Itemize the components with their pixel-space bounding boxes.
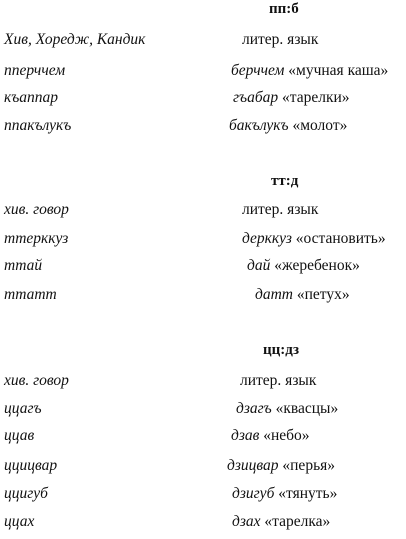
table-row [0, 400, 406, 420]
literary-form [232, 513, 330, 531]
table-row [0, 485, 406, 505]
dialect-form: хив. говор [4, 201, 69, 218]
literary-word: дзицвар [227, 457, 279, 474]
gloss: «мучная каша» [288, 62, 389, 79]
dialect-form: ттерккуз [4, 230, 69, 247]
dialect-form: ццав [4, 427, 35, 444]
section-heading: тт:д [271, 173, 299, 189]
gloss: «тянуть» [278, 485, 338, 502]
dialect-form: пперччем [4, 62, 66, 79]
section-heading: цц:дз [263, 342, 300, 358]
table-row [0, 513, 406, 533]
table-row [0, 89, 406, 109]
table-row [0, 372, 406, 392]
literary-form [242, 230, 386, 248]
literary-word: дай [247, 257, 271, 274]
gloss: «молот» [292, 117, 348, 134]
literary-form [255, 286, 350, 304]
table-row [0, 257, 406, 277]
gloss: «остановить» [295, 230, 386, 247]
gloss: «квасцы» [275, 400, 339, 417]
table-row [0, 201, 406, 221]
dialect-form: ппакълукъ [4, 117, 72, 134]
table-row [0, 230, 406, 250]
literary-form [229, 117, 347, 135]
literary-word: дзах [232, 513, 261, 530]
literary-form [231, 427, 310, 445]
gloss: «жеребенок» [274, 257, 360, 274]
literary-form [231, 62, 388, 80]
gloss: «тарелки» [282, 89, 350, 106]
literary-form [232, 485, 337, 503]
gloss: «петух» [296, 286, 350, 303]
gloss: «небо» [263, 427, 310, 444]
literary-word: бакълукъ [229, 117, 289, 134]
dialect-form: ццах [4, 513, 35, 530]
dialect-form: ццигуб [4, 485, 48, 502]
literary-word: датт [255, 286, 293, 303]
table-row [0, 457, 406, 477]
literary-word: гъабар [233, 89, 279, 106]
gloss: «перья» [282, 457, 336, 474]
dialect-form: хив. говор [4, 372, 69, 389]
table-row [0, 31, 406, 51]
gloss: «тарелка» [264, 513, 331, 530]
literary-header: литер. язык [242, 201, 319, 218]
literary-form [236, 400, 338, 418]
dialect-form: ццицвар [4, 457, 58, 474]
literary-header: литер. язык [242, 31, 319, 48]
literary-word: дзагъ [236, 400, 272, 417]
literary-word: дерккуз [242, 230, 292, 247]
literary-word: берччем [231, 62, 285, 79]
dialect-form: ттатт [4, 286, 57, 303]
literary-form [247, 257, 360, 275]
literary-word: дзав [231, 427, 260, 444]
dialect-form: Хив, Хоредж, Кандик [4, 31, 146, 48]
table-row [0, 117, 406, 137]
literary-word: дзигуб [232, 485, 275, 502]
table-row [0, 62, 406, 82]
dialect-form: къаппар [4, 89, 59, 106]
literary-form [233, 89, 350, 107]
section-heading: пп:б [269, 1, 299, 17]
table-row [0, 427, 406, 447]
literary-header: литер. язык [240, 372, 317, 389]
table-row [0, 286, 406, 306]
dialect-form: ттай [4, 257, 43, 274]
dialect-form: ццагъ [4, 400, 42, 417]
literary-form [227, 457, 335, 475]
